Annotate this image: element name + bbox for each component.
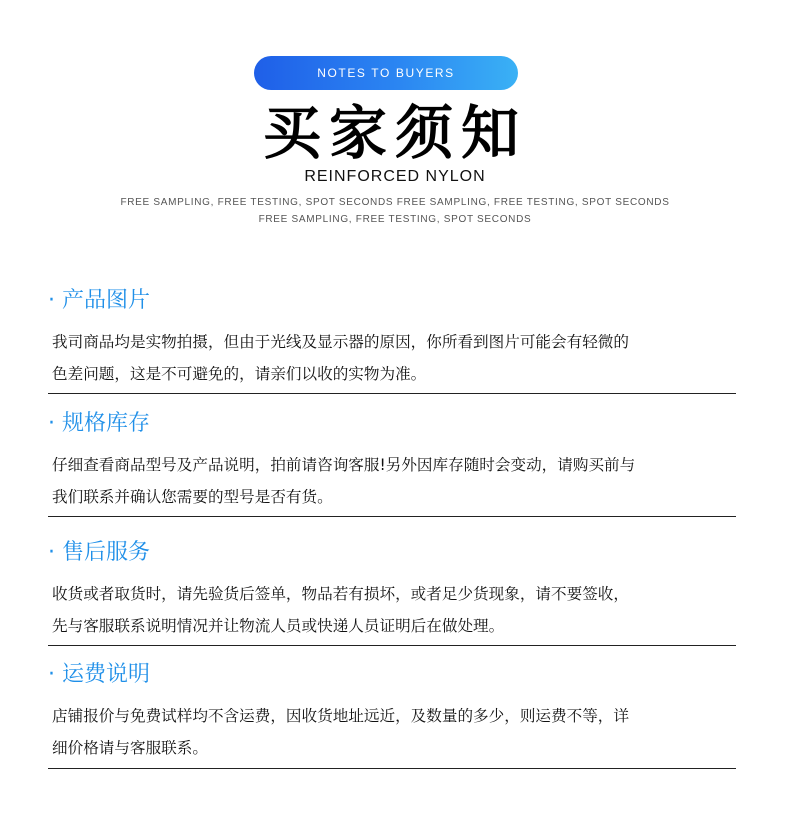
section-body-line: 收货或者取货时，请先验货后签单，物品若有损坏，或者足少货现象，请不要签收， — [52, 585, 629, 603]
section-after-sales — [48, 538, 736, 646]
section-body — [52, 449, 738, 513]
section-heading: · 规格库存 — [48, 411, 150, 436]
section-body-line: 色差问题，这是不可避免的，请亲们以收的实物为准。 — [52, 365, 427, 383]
section-body-line: 店铺报价与免费试样均不含运费，因收货地址远近，及数量的多少，则运费不等，详 — [52, 707, 629, 725]
section-body — [52, 326, 738, 390]
section-heading: · 运费说明 — [48, 662, 150, 687]
section-body-line: 仔细查看商品型号及产品说明，拍前请咨询客服!另外因库存随时会变动，请购买前与 — [52, 456, 636, 474]
section-body-line: 我们联系并确认您需要的型号是否有货。 — [52, 488, 333, 506]
section-heading: · 售后服务 — [48, 540, 150, 565]
notes-to-buyers-badge: NOTES TO BUYERS — [254, 56, 518, 90]
section-body — [52, 578, 738, 642]
section-product-images — [48, 286, 736, 394]
tagline-line-2: FREE SAMPLING, FREE TESTING, SPOT SECONDS — [258, 214, 532, 225]
section-spec-stock — [48, 409, 736, 517]
section-body-line: 先与客服联系说明情况并让物流人员或快递人员证明后在做处理。 — [52, 617, 505, 635]
page-title: 买家须知 — [262, 99, 527, 167]
section-body-line: 细价格请与客服联系。 — [52, 739, 208, 757]
section-shipping — [48, 660, 736, 769]
section-heading: · 产品图片 — [48, 288, 150, 313]
section-body — [52, 700, 738, 764]
page-subtitle: REINFORCED NYLON — [304, 168, 486, 185]
section-body-line: 我司商品均是实物拍摄，但由于光线及显示器的原因，你所看到图片可能会有轻微的 — [52, 333, 629, 351]
tagline-line-1: FREE SAMPLING, FREE TESTING, SPOT SECONDS FREE SAMPLING, FREE TESTING, SPOT SECONDS — [120, 197, 670, 208]
